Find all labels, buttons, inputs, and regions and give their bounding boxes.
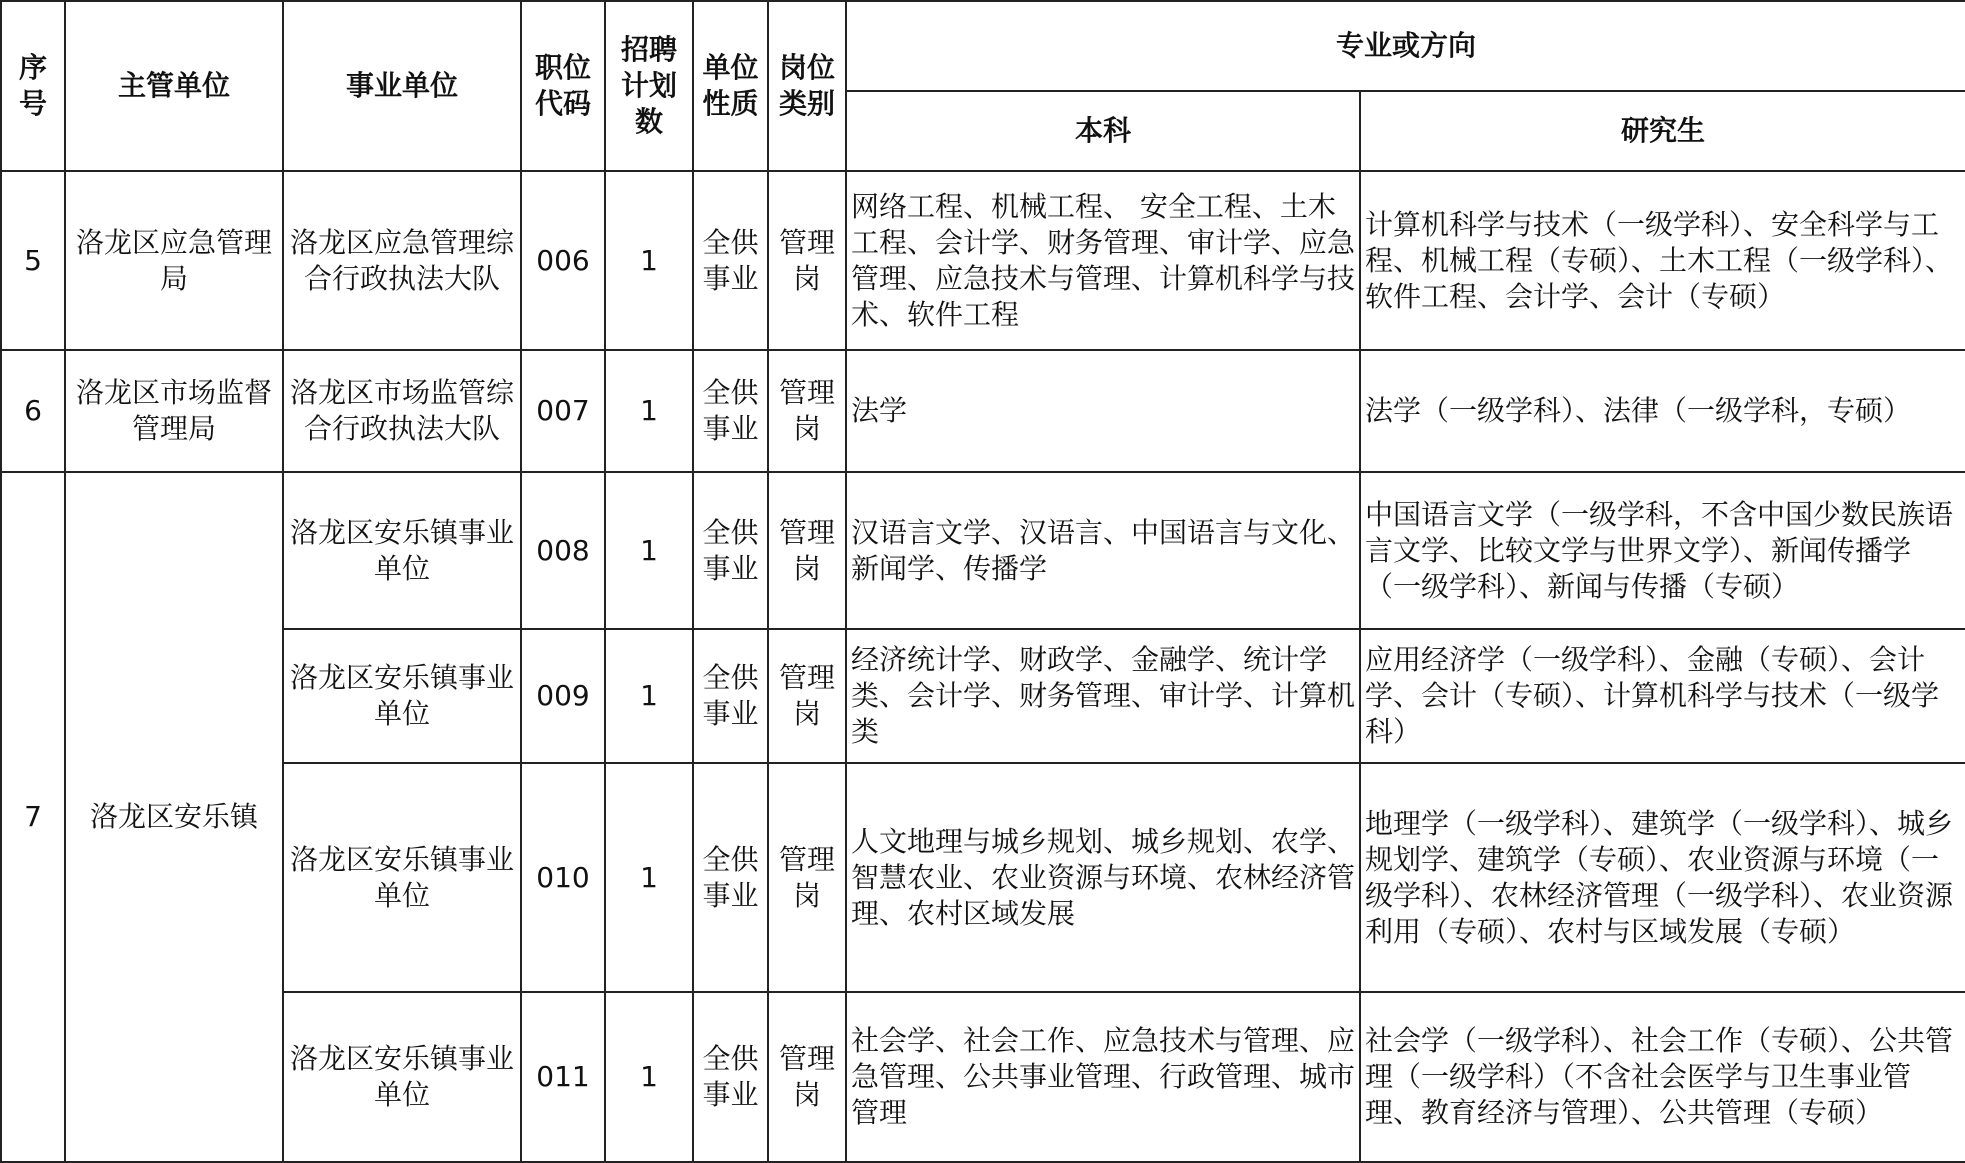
cell-nature: 全供事业 (693, 472, 768, 629)
cell-seq: 6 (1, 350, 65, 472)
cell-seq: 5 (1, 171, 65, 350)
header-plan: 招聘计划数 (605, 1, 693, 171)
cell-undergrad: 法学 (846, 350, 1360, 472)
cell-code: 011 (521, 992, 605, 1162)
cell-undergrad: 人文地理与城乡规划、城乡规划、农学、智慧农业、农业资源与环境、农林经济管理、农村区域发展 (846, 763, 1360, 992)
header-nature: 单位性质 (693, 1, 768, 171)
cell-graduate: 应用经济学（一级学科）、金融（专硕）、会计学、会计（专硕）、计算机科学与技术（一级学科） (1360, 629, 1965, 763)
cell-undergrad: 社会学、社会工作、应急技术与管理、应急管理、公共事业管理、行政管理、城市管理 (846, 992, 1360, 1162)
table-row (1, 629, 1965, 763)
cell-unit: 洛龙区安乐镇事业单位 (283, 629, 521, 763)
cell-category: 管理岗 (768, 629, 846, 763)
cell-code: 008 (521, 472, 605, 629)
cell-undergrad: 经济统计学、财政学、金融学、统计学类、会计学、财务管理、审计学、计算机类 (846, 629, 1360, 763)
table-row (1, 763, 1965, 992)
cell-plan: 1 (605, 763, 693, 992)
cell-nature: 全供事业 (693, 629, 768, 763)
cell-nature: 全供事业 (693, 350, 768, 472)
cell-graduate: 计算机科学与技术（一级学科）、安全科学与工程、机械工程（专硕）、土木工程（一级学科）、软件工程、会计学、会计（专硕） (1360, 171, 1965, 350)
cell-unit: 洛龙区安乐镇事业单位 (283, 763, 521, 992)
table-row (1, 171, 1965, 350)
header-graduate: 研究生 (1360, 91, 1965, 171)
cell-graduate: 社会学（一级学科）、社会工作（专硕）、公共管理（一级学科）（不含社会医学与卫生事业管理、教育经济与管理）、公共管理（专硕） (1360, 992, 1965, 1162)
cell-code: 010 (521, 763, 605, 992)
header-unit: 事业单位 (283, 1, 521, 171)
table-row (1, 472, 1965, 629)
cell-category: 管理岗 (768, 472, 846, 629)
cell-graduate: 中国语言文学（一级学科，不含中国少数民族语言文学、比较文学与世界文学）、新闻传播学（一级学科）、新闻与传播（专硕） (1360, 472, 1965, 629)
header-supervisor: 主管单位 (65, 1, 283, 171)
cell-unit: 洛龙区应急管理综合行政执法大队 (283, 171, 521, 350)
cell-code: 009 (521, 629, 605, 763)
header-category: 岗位类别 (768, 1, 846, 171)
cell-unit: 洛龙区安乐镇事业单位 (283, 992, 521, 1162)
header-code: 职位代码 (521, 1, 605, 171)
cell-code: 007 (521, 350, 605, 472)
table-row (1, 350, 1965, 472)
cell-nature: 全供事业 (693, 763, 768, 992)
cell-supervisor: 洛龙区市场监督管理局 (65, 350, 283, 472)
header-major: 专业或方向 (846, 1, 1965, 91)
cell-category: 管理岗 (768, 171, 846, 350)
cell-seq: 7 (1, 472, 65, 1162)
cell-unit: 洛龙区安乐镇事业单位 (283, 472, 521, 629)
cell-code: 006 (521, 171, 605, 350)
cell-unit: 洛龙区市场监管综合行政执法大队 (283, 350, 521, 472)
cell-category: 管理岗 (768, 992, 846, 1162)
cell-plan: 1 (605, 171, 693, 350)
cell-undergrad: 网络工程、机械工程、 安全工程、土木工程、会计学、财务管理、审计学、应急管理、应急技术与管理、计算机科学与技术、软件工程 (846, 171, 1360, 350)
cell-undergrad: 汉语言文学、汉语言、中国语言与文化、新闻学、传播学 (846, 472, 1360, 629)
cell-category: 管理岗 (768, 350, 846, 472)
table-row (1, 992, 1965, 1162)
header-row (1, 1, 1965, 91)
cell-graduate: 法学（一级学科）、法律（一级学科，专硕） (1360, 350, 1965, 472)
cell-plan: 1 (605, 992, 693, 1162)
cell-supervisor: 洛龙区应急管理局 (65, 171, 283, 350)
cell-supervisor: 洛龙区安乐镇 (65, 472, 283, 1162)
cell-category: 管理岗 (768, 763, 846, 992)
cell-plan: 1 (605, 350, 693, 472)
cell-plan: 1 (605, 629, 693, 763)
header-undergrad: 本科 (846, 91, 1360, 171)
cell-graduate: 地理学（一级学科）、建筑学（一级学科）、城乡规划学、建筑学（专硕）、农业资源与环境（一级学科）、农林经济管理（一级学科）、农业资源利用（专硕）、农村与区域发展（专硕） (1360, 763, 1965, 992)
cell-nature: 全供事业 (693, 992, 768, 1162)
cell-plan: 1 (605, 472, 693, 629)
header-seq: 序号 (1, 1, 65, 171)
cell-nature: 全供事业 (693, 171, 768, 350)
